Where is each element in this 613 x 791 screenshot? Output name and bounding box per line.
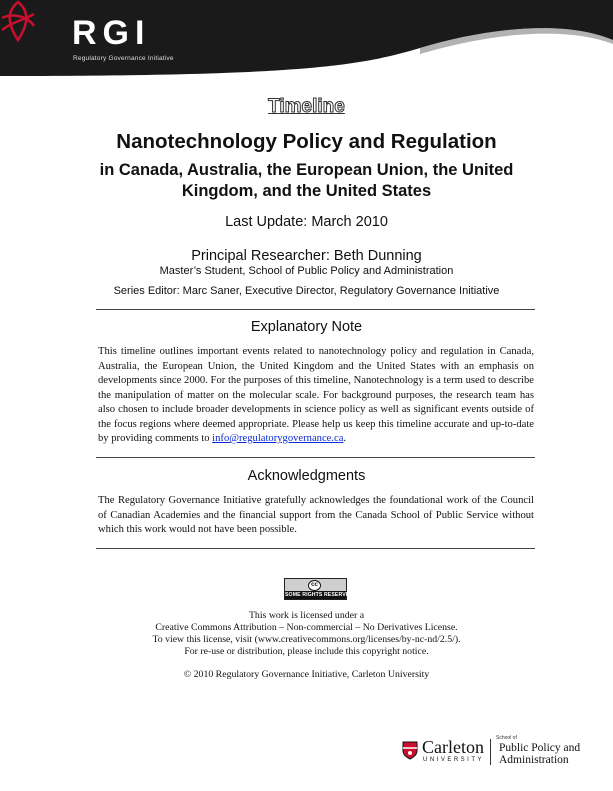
copyright-notice: © 2010 Regulatory Governance Initiative, Carleton University [183,669,430,680]
license-line-1: This work is licensed under a [248,610,365,621]
explanatory-note-end: . [343,433,347,444]
document-title: Nanotechnology Policy and Regulation [116,130,497,153]
subtitle-line-1: in Canada, Australia, the European Union, the United [99,161,514,179]
license-line-4: For re-use or distribution, please include this copyright notice. [184,646,429,657]
subtitle-line-2: Kingdom, and the United States [181,182,432,200]
school-name-line-1: Public Policy and [499,742,581,754]
carleton-university-label: UNIVERSITY [423,757,485,763]
logo-text: RGI [72,14,151,52]
series-editor: Series Editor: Marc Saner, Executive Director, Regulatory Governance Initiative [113,285,500,297]
school-name-line-2: Administration [499,754,569,766]
creative-commons-badge[interactable] [284,578,354,600]
acknowledgments-heading: Acknowledgments [247,468,366,484]
contact-email-link[interactable]: info@regulatorygovernance.ca [212,433,344,444]
carleton-crest-icon [402,741,418,760]
divider [96,309,535,310]
carleton-wordmark: Carleton [422,737,484,757]
principal-researcher: Principal Researcher: Beth Dunning [191,248,422,264]
license-line-3: To view this license, visit (www.creativecommons.org/licenses/by-nc-nd/2.5/). [152,634,461,645]
timeline-overline: Timeline [268,96,345,117]
logo-subtitle: Regulatory Governance Initiative [73,55,174,62]
acknowledgments-text: The Regulatory Governance Initiative gratefully acknowledges the foundational work of the Council of Canadian Academies and the financial support from the Canada School of Public Service without which this work would not have been possible. [98,495,534,535]
researcher-role: Master’s Student, School of Public Policy and Administration [159,265,454,277]
license-line-2: Creative Commons Attribution – Non-commercial – No Derivatives License. [155,622,458,633]
divider [96,457,535,458]
footer-divider [490,739,491,765]
header-banner [0,0,613,78]
explanatory-note-body: This timeline outlines important events related to nanotechnology policy and regulation in Canada, Australia, the European Union, the United Kingdom and the United States with an emphasis on developments since 2000. For the purposes of this timeline, Nanotechnology is a term used to describe the manipulation of matter on the molecular scale. For background purposes, the research team has also chosen to include broader developments in science policy as well as significant events outside of the focus regions where deemed appropriate. Please help us keep this timeline accurate and up-to-date by providing comments to [98,346,534,444]
document-subtitle [0,160,613,202]
explanatory-note-heading: Explanatory Note [250,319,363,335]
rgi-logo-icon [0,0,36,42]
school-of-label: School of [496,735,517,741]
divider [96,548,535,549]
cc-icon: cc [308,580,321,591]
cc-badge-text: SOME RIGHTS RESERVED [285,592,354,598]
explanatory-note-text [98,345,534,447]
last-update: Last Update: March 2010 [225,214,388,230]
school-name [499,742,580,766]
